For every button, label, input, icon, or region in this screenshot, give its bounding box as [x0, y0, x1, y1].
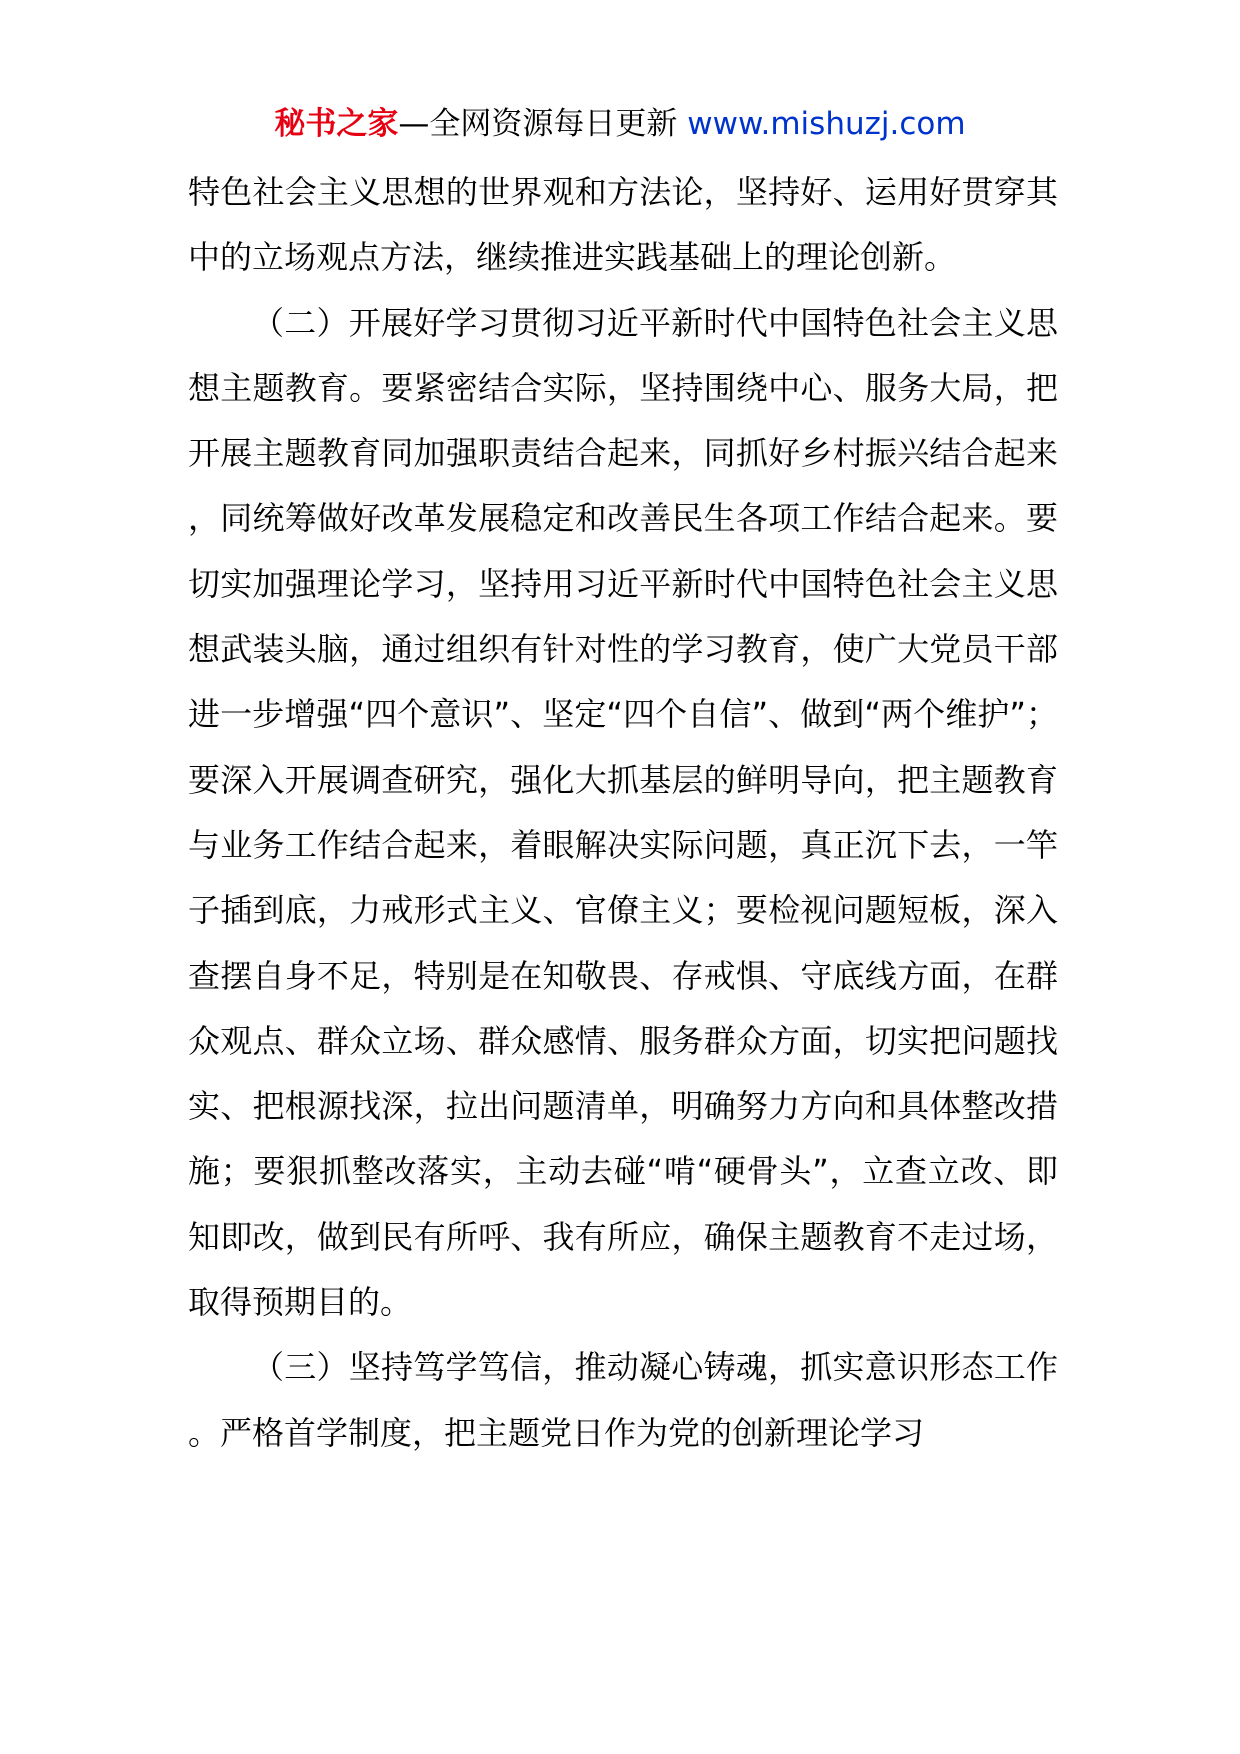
- brand-tagline: —全网资源每日更新: [398, 106, 678, 142]
- paragraph-continuation: 特色社会主义思想的世界观和方法论，坚持好、运用好贯穿其中的立场观点方法，继续推进实践基础上的理论创新。: [188, 173, 1058, 277]
- brand-name: 秘书之家: [274, 106, 399, 142]
- site-watermark-header: [0, 100, 1240, 148]
- website-url[interactable]: www.mishuzj.com: [687, 106, 966, 142]
- paragraph-section-3: （三）坚持笃学笃信，推动凝心铸魂，抓实意识形态工作。严格首学制度，把主题党日作为党的创新理论学习: [188, 1348, 1058, 1452]
- paragraph-section-2: （二）开展好学习贯彻习近平新时代中国特色社会主义思想主题教育。要紧密结合实际，坚持围绕中心、服务大局，把开展主题教育同加强职责结合起来，同抓好乡村振兴结合起来，同统筹做好改革发展稳定和改善民生各项工作结合起来。要切实加强理论学习，坚持用习近平新时代中国特色社会主义思想武装头脑，通过组织有针对性的学习教育，使广大党员干部进一步增强“四个意识”、坚定“四个自信”、做到“两个维护”；要深入开展调查研究，强化大抓基层的鲜明导向，把主题教育与业务工作结合起来，着眼解决实际问题，真正沉下去，一竿子插到底，力戒形式主义、官僚主义；要检视问题短板，深入查摆自身不足，特别是在知敬畏、存戒惧、守底线方面，在群众观点、群众立场、群众感情、服务群众方面，切实把问题找实、把根源找深，拉出问题清单，明确努力方向和具体整改措施；要狠抓整改落实，主动去碰“啃“硬骨头”，立查立改、即知即改，做到民有所呼、我有所应，确保主题教育不走过场，取得预期目的。: [188, 303, 1058, 1322]
- document-body: [188, 160, 1058, 1466]
